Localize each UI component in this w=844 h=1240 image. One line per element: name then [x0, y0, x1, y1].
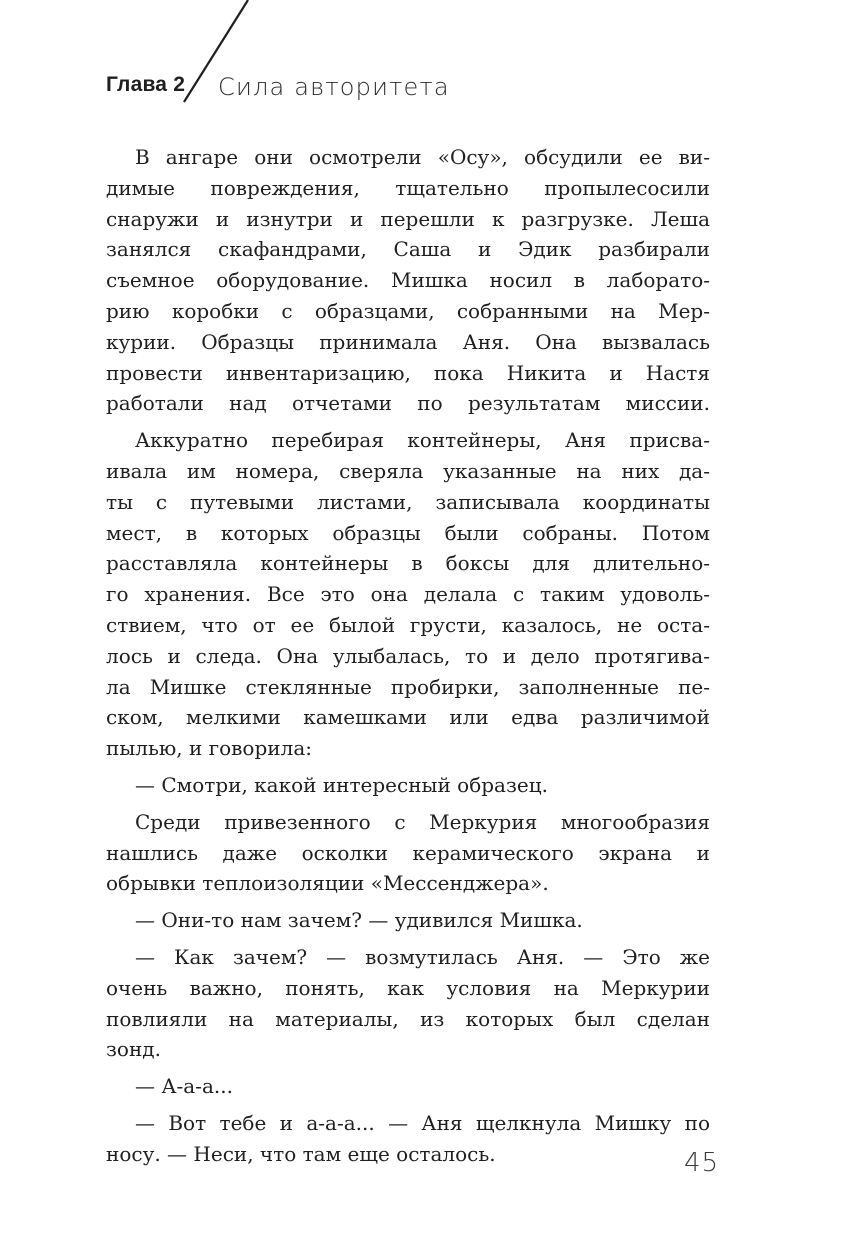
paragraph-7: [106, 1071, 710, 1102]
text-line: Среди привезенного с Меркурия многообразия: [135, 809, 710, 834]
text-line: ствием, что от ее былой грусти, казалось, не оста-: [106, 612, 710, 637]
paragraph-3: [106, 770, 710, 801]
text-line: — Они-то нам зачем? — удивился Мишка.: [135, 908, 583, 933]
text-line: ла Мишке стеклянные пробирки, заполненные пе-: [106, 674, 710, 699]
text-line: го хранения. Все это она делала с таким удоволь-: [106, 582, 710, 607]
paragraph-6: [106, 942, 710, 1065]
text-line: ивала им номера, сверяла указанные на них да-: [106, 458, 710, 483]
text-line: лось и следа. Она улыбалась, то и дело протягива-: [106, 643, 710, 668]
text-line: очень важно, понять, как условия на Меркурии: [106, 975, 710, 1000]
text-line: расставляла контейнеры в боксы для длительно-: [106, 551, 710, 576]
text-line: работали над отчетами по результатам миссии.: [106, 391, 710, 416]
chapter-label: Глава 2: [106, 73, 186, 96]
paragraph-2: [106, 425, 710, 764]
text-line: провести инвентаризацию, пока Никита и Настя: [106, 360, 710, 385]
text-line: — Смотри, какой интересный образец.: [135, 772, 548, 797]
text-line: занялся скафандрами, Саша и Эдик разбирали: [106, 237, 710, 262]
text-line: снаружи и изнутри и перешли к разгрузке. Леша: [106, 206, 710, 231]
text-line: В ангаре они осмотрели «Осу», обсудили ее ви-: [135, 145, 710, 169]
text-line: димые повреждения, тщательно пропылесосили: [106, 175, 710, 200]
header-slash-divider: [0, 0, 844, 120]
text-line: — А-а-а...: [135, 1074, 233, 1099]
paragraph-5: [106, 905, 710, 936]
text-line: Аккуратно перебирая контейнеры, Аня присва-: [135, 428, 710, 453]
text-line: съемное оборудование. Мишка носил в лаборато-: [106, 268, 710, 293]
page-number: 45: [684, 1148, 720, 1178]
text-line: мест, в которых образцы были собраны. Потом: [106, 520, 710, 545]
text-line: носу. — Неси, что там еще осталось.: [106, 1141, 496, 1166]
running-header: [0, 0, 844, 120]
text-line: обрывки теплоизоляции «Мессенджера».: [106, 871, 549, 896]
text-line: зонд.: [106, 1037, 161, 1062]
text-line: курии. Образцы принимала Аня. Она вызвалась: [106, 329, 710, 354]
text-line: пылью, и говорила:: [106, 736, 312, 761]
text-line: рию коробки с образцами, собранными на Мер-: [106, 298, 710, 323]
paragraph-4: [106, 807, 710, 899]
text-line: — Как зачем? — возмутилась Аня. — Это же: [135, 944, 710, 969]
text-line: — Вот тебе и а-а-а... — Аня щелкнула Мишку по: [135, 1110, 710, 1135]
text-line: нашлись даже осколки керамического экрана и: [106, 840, 710, 865]
paragraph-1: [106, 142, 710, 419]
paragraph-8: [106, 1108, 710, 1170]
chapter-title: Сила авторитета: [218, 73, 450, 101]
text-line: повлияли на материалы, из которых был сделан: [106, 1006, 710, 1031]
body-text: [106, 142, 710, 1170]
text-line: ском, мелкими камешками или едва различимой: [106, 705, 710, 730]
text-line: ты с путевыми листами, записывала координаты: [106, 489, 710, 514]
